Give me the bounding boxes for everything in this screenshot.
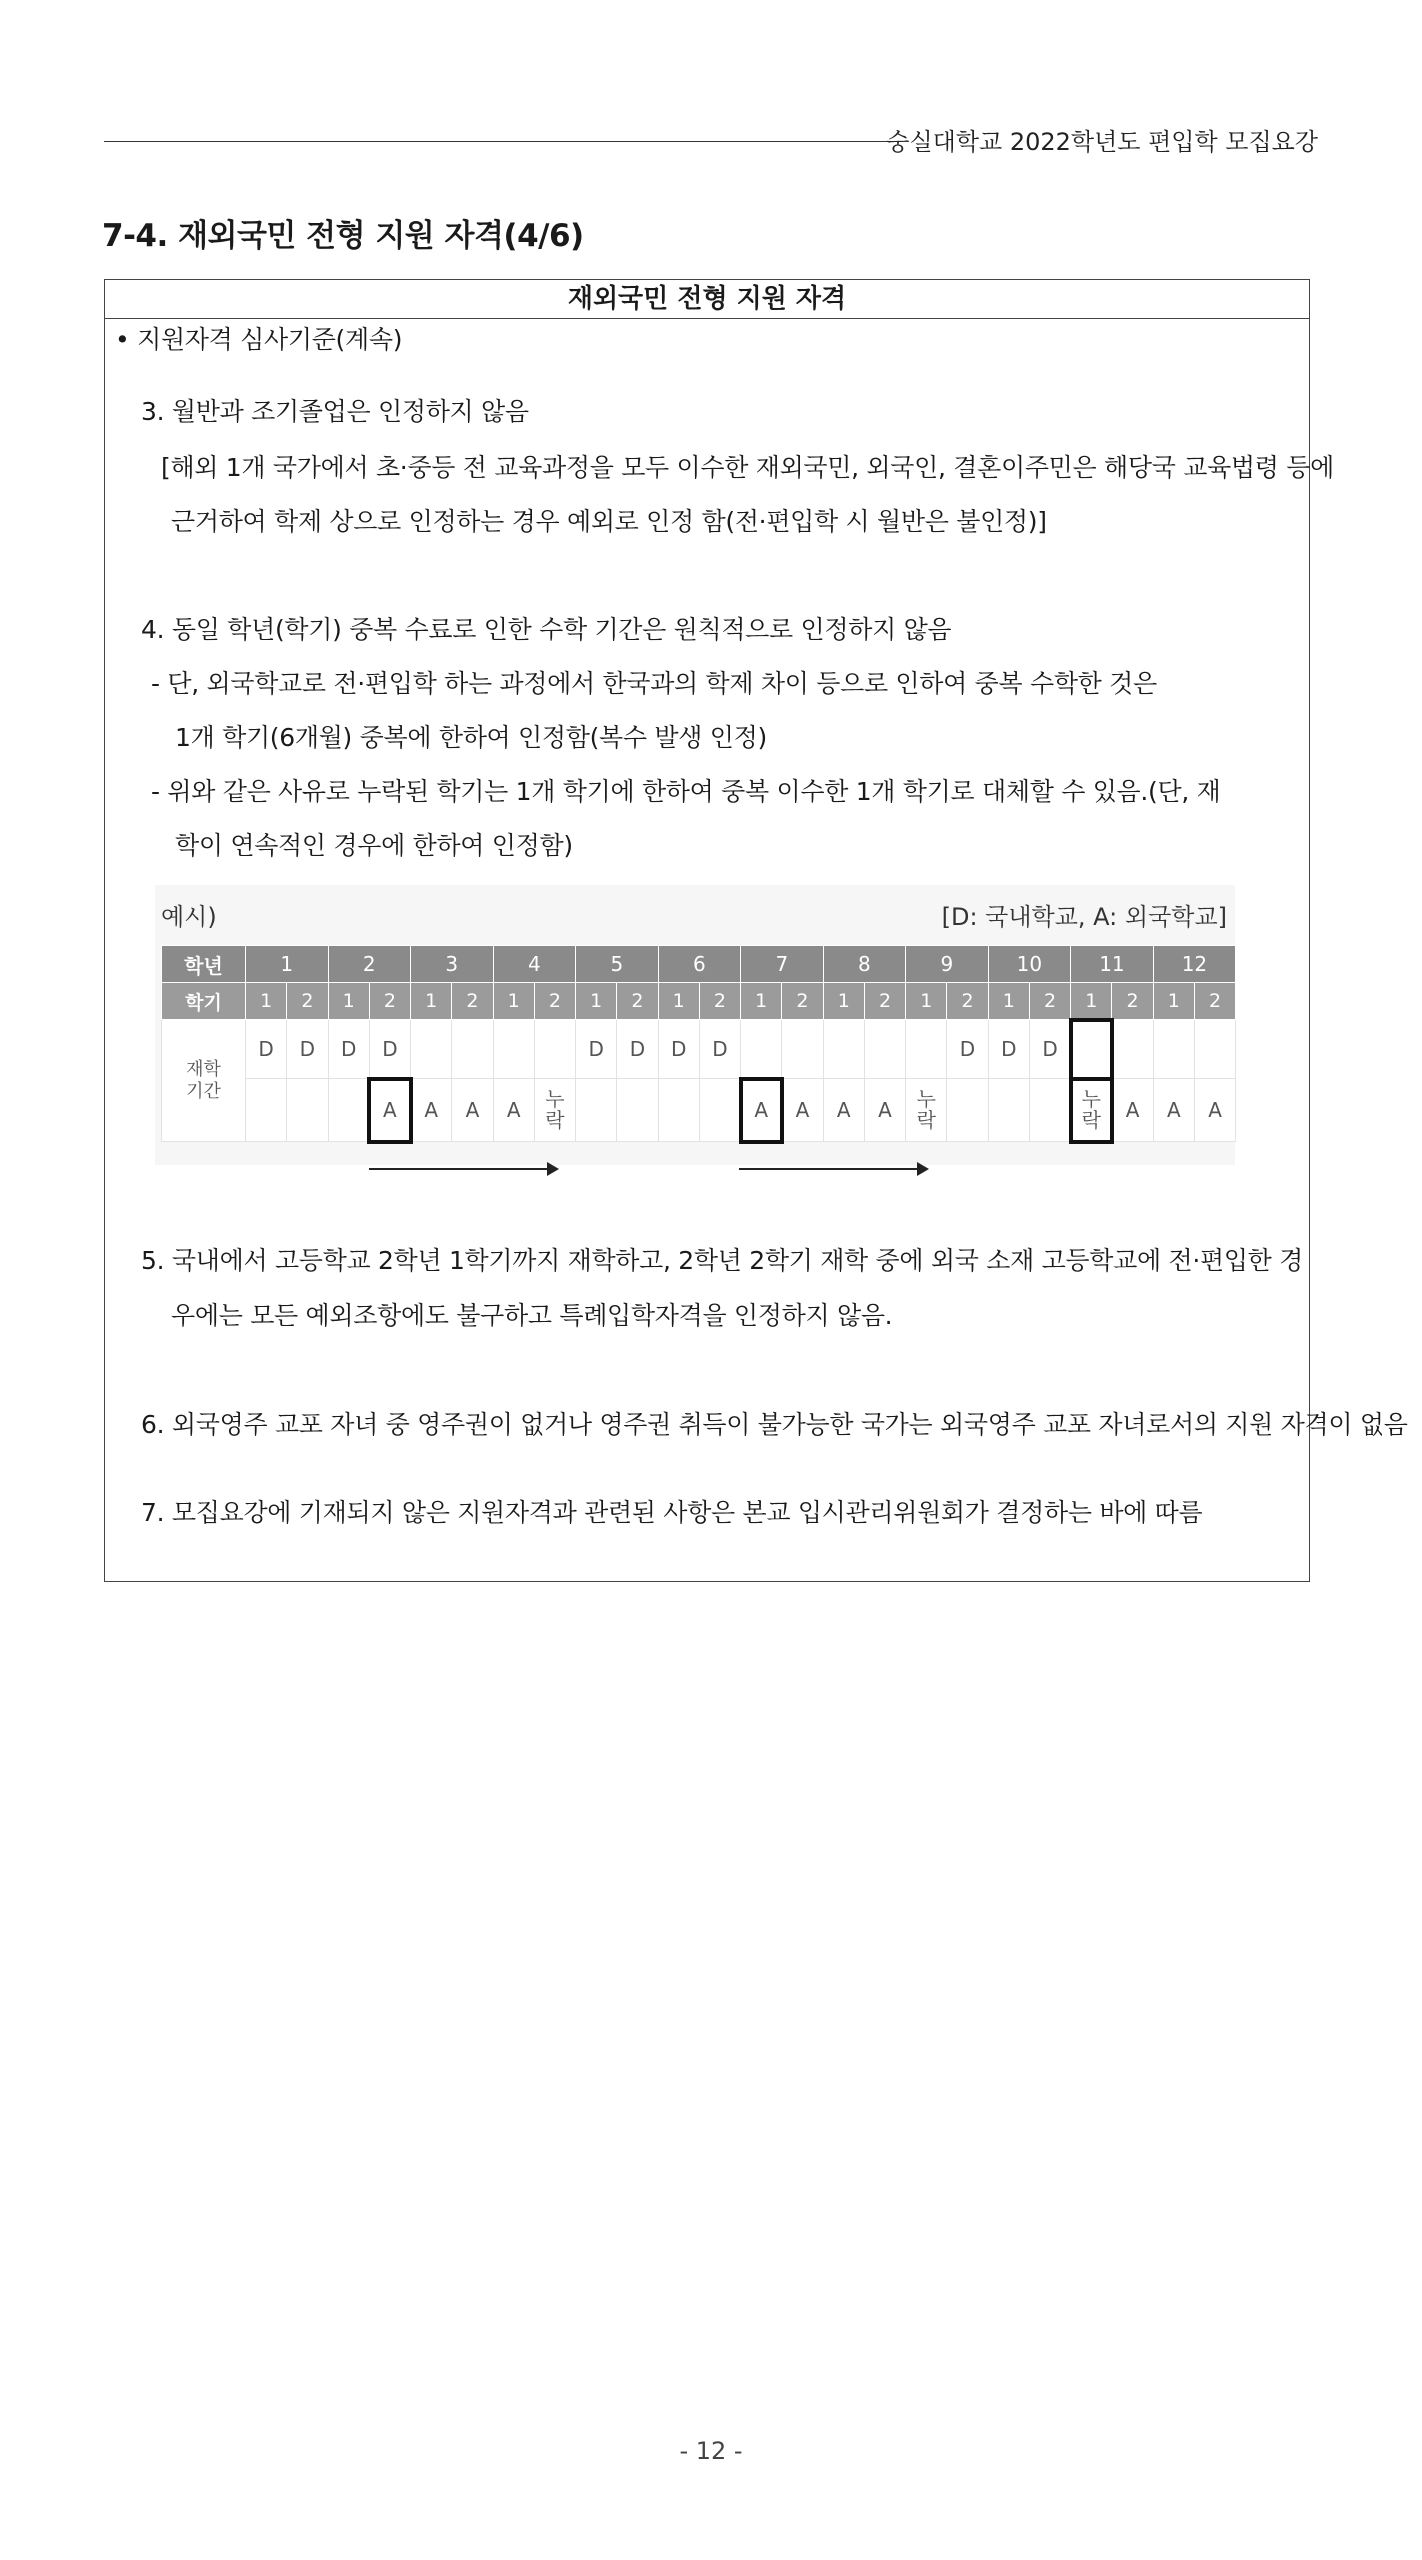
domestic-cell: D [246, 1020, 287, 1079]
enrollment-grid [161, 945, 1236, 1142]
domestic-row [162, 1020, 1236, 1079]
foreign-cell: A [452, 1079, 493, 1142]
domestic-cell [411, 1020, 452, 1079]
header-rule [104, 141, 898, 142]
semester-cell: 2 [1194, 983, 1235, 1020]
domestic-cell: D [988, 1020, 1029, 1079]
grade-cell: 10 [988, 946, 1071, 983]
domestic-cell [782, 1020, 823, 1079]
semester-cell: 1 [576, 983, 617, 1020]
domestic-cell [864, 1020, 905, 1079]
domestic-cell: D [617, 1020, 658, 1079]
domestic-cell: D [947, 1020, 988, 1079]
grade-cell: 11 [1071, 946, 1154, 983]
page-header: 숭실대학교 2022학년도 편입학 모집요강 [886, 128, 1318, 156]
foreign-cell: A [741, 1079, 782, 1142]
item3-heading: 3. 월반과 조기졸업은 인정하지 않음 [141, 397, 529, 426]
period-label [162, 1020, 246, 1142]
semester-cell: 2 [1029, 983, 1070, 1020]
grade-row [162, 946, 1236, 983]
semester-cell: 1 [493, 983, 534, 1020]
item5-line1: 5. 국내에서 고등학교 2학년 1학기까지 재학하고, 2학년 2학기 재학 중에 외국 소재 고등학교에 전·편입한 경 [141, 1246, 1304, 1275]
semester-cell: 1 [658, 983, 699, 1020]
box-title: 재외국민 전형 지원 자격 [105, 280, 1309, 319]
foreign-cell: A [782, 1079, 823, 1142]
domestic-cell [1112, 1020, 1153, 1079]
item4-sub2-line1: - 위와 같은 사유로 누락된 학기는 1개 학기에 한하여 중복 이수한 1개 학기로 대체할 수 있음.(단, 재 [151, 777, 1221, 806]
domestic-cell [906, 1020, 947, 1079]
semester-cell: 1 [1153, 983, 1194, 1020]
example-legend: [D: 국내학교, A: 외국학교] [941, 903, 1227, 931]
domestic-cell: D [369, 1020, 410, 1079]
foreign-cell [699, 1079, 740, 1142]
domestic-cell: D [576, 1020, 617, 1079]
item5-line2: 우에는 모든 예외조항에도 불구하고 특례입학자격을 인정하지 않음. [171, 1301, 893, 1330]
semester-cell: 2 [864, 983, 905, 1020]
foreign-cell [576, 1079, 617, 1142]
foreign-row [162, 1079, 1236, 1142]
foreign-cell: 누 락 [534, 1079, 575, 1142]
domestic-cell [493, 1020, 534, 1079]
grade-cell: 2 [328, 946, 411, 983]
domestic-cell [1194, 1020, 1235, 1079]
item6: 6. 외국영주 교포 자녀 중 영주권이 없거나 영주권 취득이 불가능한 국가는 외국영주 교포 자녀로서의 지원 자격이 없음 [141, 1410, 1408, 1439]
semester-cell: 2 [369, 983, 410, 1020]
item4-sub1-line2: 1개 학기(6개월) 중복에 한하여 인정함(복수 발생 인정) [175, 723, 767, 752]
foreign-cell: A [1153, 1079, 1194, 1142]
foreign-cell: A [493, 1079, 534, 1142]
domestic-cell: D [328, 1020, 369, 1079]
foreign-cell [328, 1079, 369, 1142]
semester-cell: 2 [1112, 983, 1153, 1020]
semester-cell: 1 [823, 983, 864, 1020]
foreign-cell: 누 락 [906, 1079, 947, 1142]
domestic-cell: D [1029, 1020, 1070, 1079]
foreign-cell: A [823, 1079, 864, 1142]
grade-cell: 9 [906, 946, 989, 983]
semester-cell: 1 [741, 983, 782, 1020]
arrow-2 [739, 1168, 927, 1170]
foreign-cell [988, 1079, 1029, 1142]
domestic-cell [741, 1020, 782, 1079]
item4-sub1-line1: - 단, 외국학교로 전·편입학 하는 과정에서 한국과의 학제 차이 등으로 인하여 중복 수학한 것은 [151, 669, 1157, 698]
item3-line2: 근거하여 학제 상으로 인정하는 경우 예외로 인정 함(전·편입학 시 월반은 불인정)] [171, 507, 1047, 536]
semester-row [162, 983, 1236, 1020]
foreign-cell [617, 1079, 658, 1142]
semester-cell: 1 [328, 983, 369, 1020]
semester-cell: 1 [246, 983, 287, 1020]
foreign-cell: A [411, 1079, 452, 1142]
foreign-cell [658, 1079, 699, 1142]
grade-cell: 3 [411, 946, 494, 983]
grade-cell: 12 [1153, 946, 1236, 983]
eligibility-box [104, 279, 1408, 1582]
foreign-cell: A [369, 1079, 410, 1142]
domestic-cell [823, 1020, 864, 1079]
foreign-cell: A [1112, 1079, 1153, 1142]
page-number: - 12 - [679, 2437, 743, 2465]
domestic-cell: D [287, 1020, 328, 1079]
grade-header: 학년 [162, 946, 246, 983]
example-panel [155, 885, 1235, 1165]
foreign-cell [1029, 1079, 1070, 1142]
item4-sub2-line2: 학이 연속적인 경우에 한하여 인정함) [175, 831, 573, 860]
grade-cell: 7 [741, 946, 824, 983]
item3-line1: [해외 1개 국가에서 초·중등 전 교육과정을 모두 이수한 재외국민, 외국인, 결혼이주민은 해당국 교육법령 등에 [161, 453, 1334, 482]
domestic-cell [534, 1020, 575, 1079]
domestic-cell [1153, 1020, 1194, 1079]
semester-cell: 2 [947, 983, 988, 1020]
semester-cell: 1 [906, 983, 947, 1020]
semester-cell: 2 [699, 983, 740, 1020]
bullet-heading: • 지원자격 심사기준(계속) [115, 325, 403, 354]
grade-cell: 4 [493, 946, 576, 983]
semester-cell: 2 [287, 983, 328, 1020]
semester-header: 학기 [162, 983, 246, 1020]
foreign-cell: A [1194, 1079, 1235, 1142]
semester-cell: 2 [452, 983, 493, 1020]
period-label-1: 재학 [186, 1058, 221, 1080]
grade-cell: 6 [658, 946, 741, 983]
domestic-cell [1071, 1020, 1112, 1079]
domestic-cell: D [699, 1020, 740, 1079]
semester-cell: 2 [534, 983, 575, 1020]
foreign-cell: 누 락 [1071, 1079, 1112, 1142]
semester-cell: 1 [411, 983, 452, 1020]
domestic-cell [452, 1020, 493, 1079]
semester-cell: 2 [782, 983, 823, 1020]
item7: 7. 모집요강에 기재되지 않은 지원자격과 관련된 사항은 본교 입시관리위원회가 결정하는 바에 따름 [141, 1498, 1203, 1527]
grade-cell: 1 [246, 946, 329, 983]
foreign-cell: A [864, 1079, 905, 1142]
example-label: 예시) [161, 903, 217, 931]
foreign-cell [947, 1079, 988, 1142]
period-label-2: 기간 [186, 1080, 221, 1102]
section-title: 7-4. 재외국민 전형 지원 자격(4/6) [102, 218, 584, 254]
semester-cell: 2 [617, 983, 658, 1020]
domestic-cell: D [658, 1020, 699, 1079]
semester-cell: 1 [988, 983, 1029, 1020]
foreign-cell [246, 1079, 287, 1142]
grade-cell: 8 [823, 946, 906, 983]
semester-cell: 1 [1071, 983, 1112, 1020]
grade-cell: 5 [576, 946, 659, 983]
foreign-cell [287, 1079, 328, 1142]
arrow-1 [369, 1168, 557, 1170]
item4-heading: 4. 동일 학년(학기) 중복 수료로 인한 수학 기간은 원칙적으로 인정하지 않음 [141, 615, 952, 644]
